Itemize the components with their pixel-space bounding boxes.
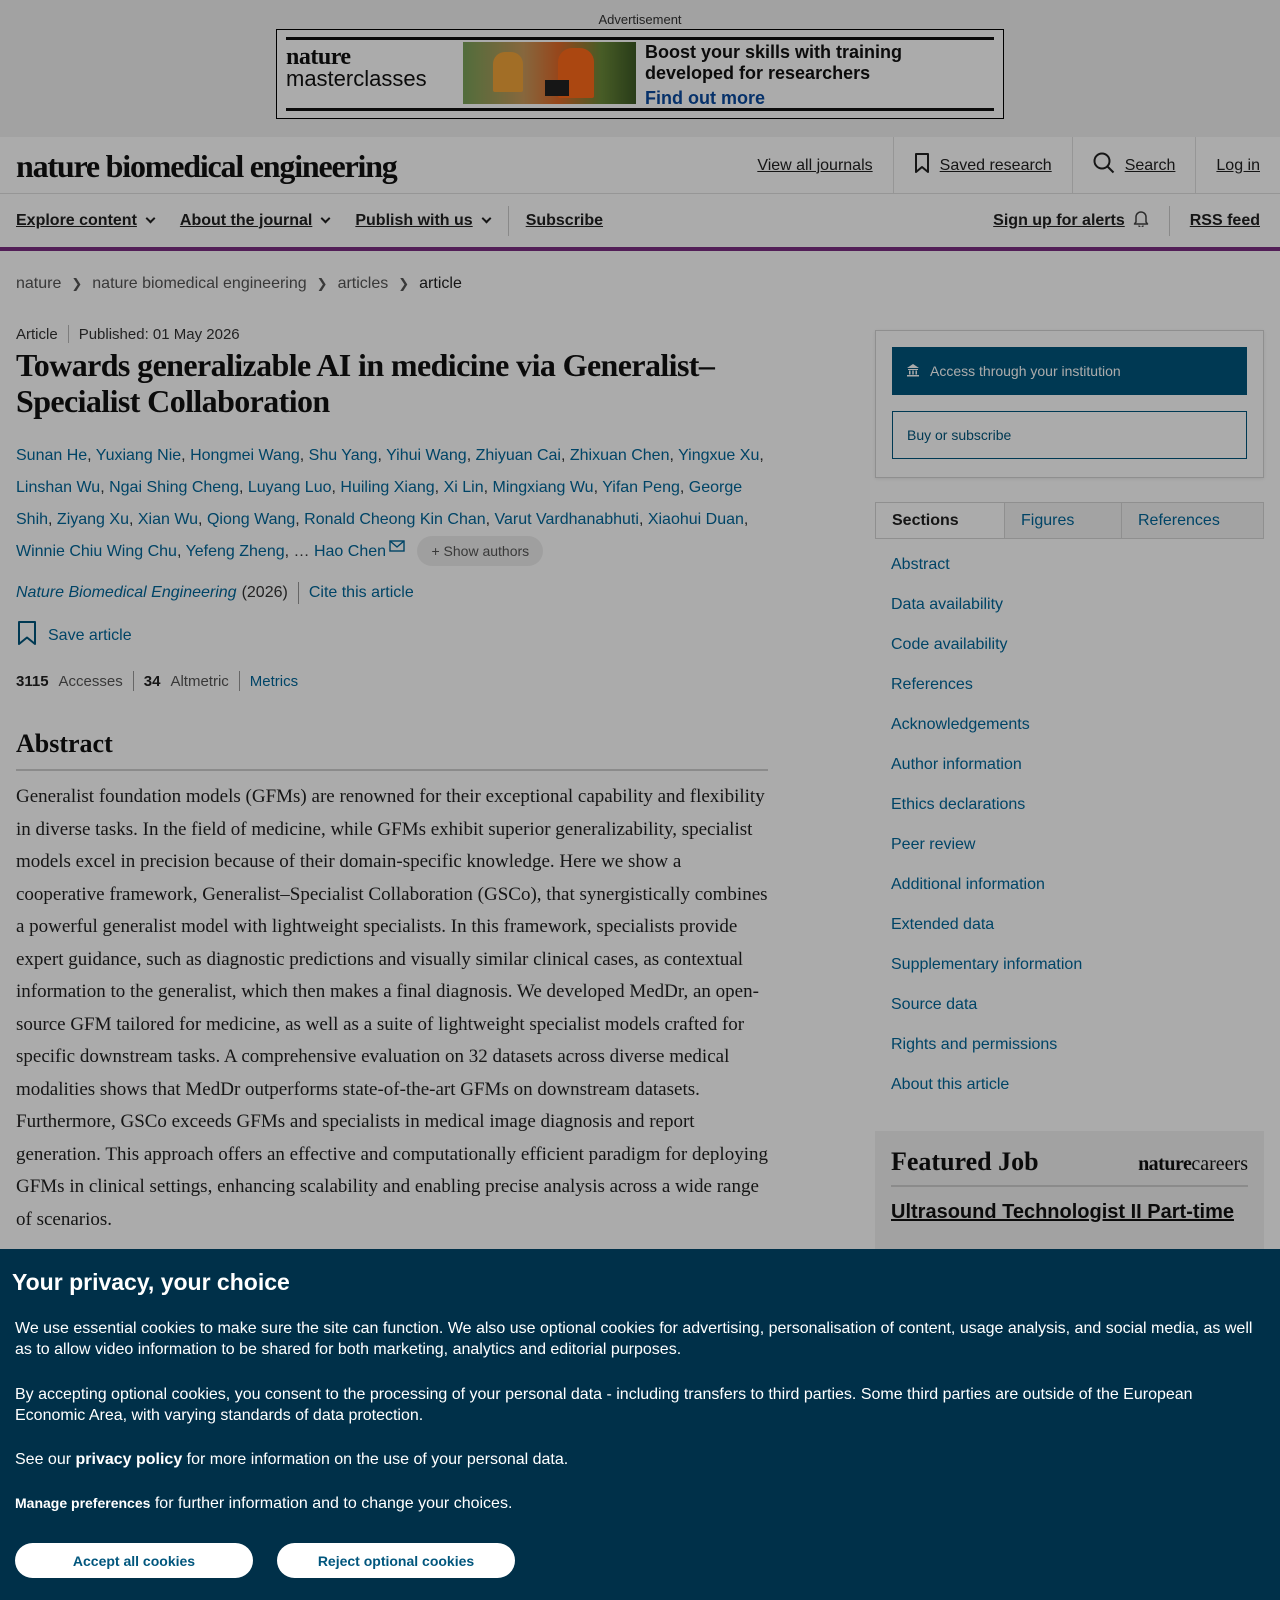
cookie-text-3-before: See our	[15, 1451, 72, 1468]
author-link[interactable]: Ngai Shing Cheng	[109, 479, 239, 496]
author-link[interactable]: Yingxue Xu	[678, 447, 760, 464]
section-link[interactable]: Extended data	[891, 916, 995, 933]
author-link[interactable]: Luyang Luo	[247, 479, 332, 496]
cookie-text-4	[15, 1493, 1265, 1514]
privacy-policy-link[interactable]: privacy policy	[75, 1451, 183, 1468]
cookie-text-1: We use essential cookies to make sure the site can function. We also use optional cookies for advertising, personalisation of content, usage analysis, and social media, as well as to allow video information to be shared for both marketing, analytics and editorial purposes.	[15, 1320, 1253, 1358]
author-link[interactable]: Huiling Xiang	[340, 479, 435, 496]
nav-explore-label: Explore content	[16, 211, 137, 229]
article-title: Towards generalizable AI in medicine via Generalist–Specialist Collaboration	[16, 347, 715, 419]
ad-logo-line1: nature	[286, 44, 351, 70]
section-link[interactable]: Data availability	[891, 596, 1004, 613]
author-link[interactable]: Winnie Chiu Wing Chu	[16, 543, 177, 560]
altmetric-count: 34	[143, 672, 161, 690]
section-link[interactable]: Source data	[891, 996, 978, 1013]
author-link[interactable]: Xian Wu	[137, 511, 199, 528]
view-all-journals-label: View all journals	[757, 156, 873, 174]
access-institution-label: Access through your institution	[930, 363, 1121, 379]
save-article-label: Save article	[48, 626, 132, 644]
author-ellipsis: …	[293, 543, 310, 560]
job-title-link[interactable]: Ultrasound Technologist II Part-time	[891, 1201, 1234, 1223]
reject-optional-cookies-button[interactable]: Reject optional cookies	[277, 1543, 515, 1578]
article-year: (2026)	[241, 584, 288, 601]
author-link[interactable]: Linshan Wu	[16, 479, 101, 496]
tab-references[interactable]: References	[1121, 503, 1263, 538]
nature-careers-bold: nature	[1138, 1153, 1192, 1175]
author-link[interactable]: Shu Yang	[308, 447, 378, 464]
log-in-label: Log in	[1216, 156, 1260, 174]
abstract-text: Generalist foundation models (GFMs) are renowned for their exceptional capability and flexibility in diverse tasks. In the field of medicine, while GFMs exhibit superior generalizability, specialist models excel in precision because of their domain-specific knowledge. Here we show a cooperative framework, Generalist–Specialist Collaboration (GSCo), that synergistically combines a powerful generalist model with lightweight specialists. In this framework, specialists provide expert guidance, such as diagnostic predictions and visually similar clinical cases, as contextual information to the generalist, which then makes a final diagnosis. We developed MedDr, an open-source GFM tailored for medicine, as well as a suite of lightweight specialist models crafted for specific downstream tasks. A comprehensive evaluation on 32 datasets across diverse medical modalities shows that MedDr outperforms state-of-the-art GFMs on downstream datasets. Furthermore, GSCo exceeds GFMs and specialists in medical image diagnosis and report generation. This approach offers an effective and computationally efficient paradigm for deploying GFMs in clinical settings, enhancing scalability and enabling precise analysis across a wide range of scenarios.	[16, 786, 768, 1230]
section-link[interactable]: Supplementary information	[891, 956, 1083, 973]
chevron-right-icon: ❯	[398, 276, 410, 291]
featured-job-heading: Featured Job	[891, 1147, 1039, 1176]
accept-all-cookies-button[interactable]: Accept all cookies	[15, 1543, 253, 1578]
nav-subscribe[interactable]: Subscribe	[525, 211, 604, 229]
author-link[interactable]: George Shih	[16, 479, 743, 528]
tab-figures[interactable]: Figures	[1004, 503, 1121, 538]
author-link[interactable]: Ronald Cheong Kin Chan	[304, 511, 486, 528]
author-link[interactable]: Yifan Peng	[602, 479, 680, 496]
nav-publish-label: Publish with us	[355, 211, 473, 229]
cookie-text-3	[15, 1449, 1265, 1470]
author-list: Sunan He, Yuxiang Nie, Hongmei Wang, Shu Yang, Yihui Wang, Zhiyuan Cai, Zhixuan Chen, Yingxue Xu, Linshan Wu, Ngai Shing Cheng, Luyang Luo, Huiling Xiang, Xi Lin, Mingxiang Wu, Yifan Peng, George Shih, Ziyang Xu, Xian Wu, Qiong Wang, Ronald Cheong Kin Chan, Varut Vardhanabhuti, Xiaohui Duan, Winnie Chiu Wing Chu, Yefeng Zheng, … Hao Chen + Show authors	[16, 440, 768, 568]
journal-logo[interactable]: nature biomedical engineering	[16, 148, 397, 184]
section-link[interactable]: Additional information	[891, 876, 1045, 893]
section-link[interactable]: Acknowledgements	[891, 716, 1030, 733]
show-authors-label: Show authors	[443, 543, 530, 559]
author-link[interactable]: Yihui Wang	[386, 447, 467, 464]
author-link[interactable]: Qiong Wang	[206, 511, 296, 528]
cookie-text-2: By accepting optional cookies, you consent to the processing of your personal data - including transfers to third parties. Some third parties are outside of the European Economic Area, with varying standards of data protection.	[15, 1386, 1193, 1424]
journal-link[interactable]: Nature Biomedical Engineering	[16, 584, 237, 601]
ad-label: Advertisement	[598, 12, 682, 27]
author-link[interactable]: Ziyang Xu	[56, 511, 129, 528]
section-link[interactable]: Author information	[891, 756, 1022, 773]
ad-cta-link[interactable]: Find out more	[645, 88, 765, 108]
buy-subscribe-button[interactable]: Buy or subscribe	[892, 411, 1247, 459]
ad-logo-line2: masterclasses	[286, 66, 427, 91]
author-link[interactable]: Yefeng Zheng	[185, 543, 285, 560]
metrics-link[interactable]: Metrics	[249, 672, 299, 690]
article-type: Article	[16, 325, 58, 343]
author-link[interactable]: Sunan He	[16, 447, 88, 464]
author-link[interactable]: Xiaohui Duan	[647, 511, 744, 528]
altmetric-label: Altmetric	[170, 672, 229, 690]
plus-icon: +	[431, 543, 444, 559]
nature-careers-rest: careers	[1191, 1153, 1248, 1175]
section-link[interactable]: References	[891, 676, 973, 693]
cookie-title: Your privacy, your choice	[12, 1269, 290, 1295]
author-link[interactable]: Mingxiang Wu	[492, 479, 594, 496]
author-link[interactable]: Zhixuan Chen	[569, 447, 670, 464]
author-link[interactable]: Varut Vardhanabhuti	[494, 511, 639, 528]
nav-about-label: About the journal	[179, 211, 313, 229]
cite-article-link[interactable]: Cite this article	[308, 584, 414, 601]
manage-preferences-link[interactable]: Manage preferences	[15, 1495, 151, 1511]
breadcrumb-current: article	[419, 275, 462, 292]
corresponding-author-link[interactable]: Hao Chen	[313, 543, 387, 560]
rss-feed-link[interactable]: RSS feed	[1169, 206, 1280, 236]
saved-research-label: Saved research	[939, 156, 1052, 174]
chevron-right-icon: ❯	[316, 276, 328, 291]
accesses-count: 3115	[16, 672, 49, 690]
author-link[interactable]: Hongmei Wang	[190, 447, 300, 464]
accesses-label: Accesses	[58, 672, 123, 690]
section-link[interactable]: Rights and permissions	[891, 1036, 1058, 1053]
section-link[interactable]: Code availability	[891, 636, 1008, 653]
section-link[interactable]: Abstract	[891, 556, 950, 573]
breadcrumb-nature[interactable]: nature	[16, 275, 62, 292]
search-label: Search	[1124, 156, 1176, 174]
cookie-banner	[0, 1249, 1280, 1600]
section-link[interactable]: Peer review	[891, 836, 976, 853]
abstract-heading: Abstract	[16, 729, 768, 771]
cookie-text-4-after: for further information and to change your choices.	[154, 1495, 513, 1512]
sign-up-alerts-label: Sign up for alerts	[993, 211, 1125, 229]
author-link[interactable]: Zhiyuan Cai	[475, 447, 561, 464]
breadcrumb-journal[interactable]: nature biomedical engineering	[92, 275, 307, 292]
ad-headline: Boost your skills with training developed for researchers	[645, 42, 903, 83]
section-link[interactable]: Ethics declarations	[891, 796, 1026, 813]
chevron-right-icon: ❯	[71, 276, 83, 291]
cookie-text-3-after: for more information on the use of your personal data.	[186, 1451, 569, 1468]
author-link[interactable]: Xi Lin	[443, 479, 484, 496]
section-link[interactable]: About this article	[891, 1076, 1010, 1093]
author-link[interactable]: Yuxiang Nie	[95, 447, 182, 464]
published-date: Published: 01 May 2026	[78, 325, 240, 343]
breadcrumb-articles[interactable]: articles	[337, 275, 389, 292]
tab-sections[interactable]: Sections	[876, 503, 1004, 538]
